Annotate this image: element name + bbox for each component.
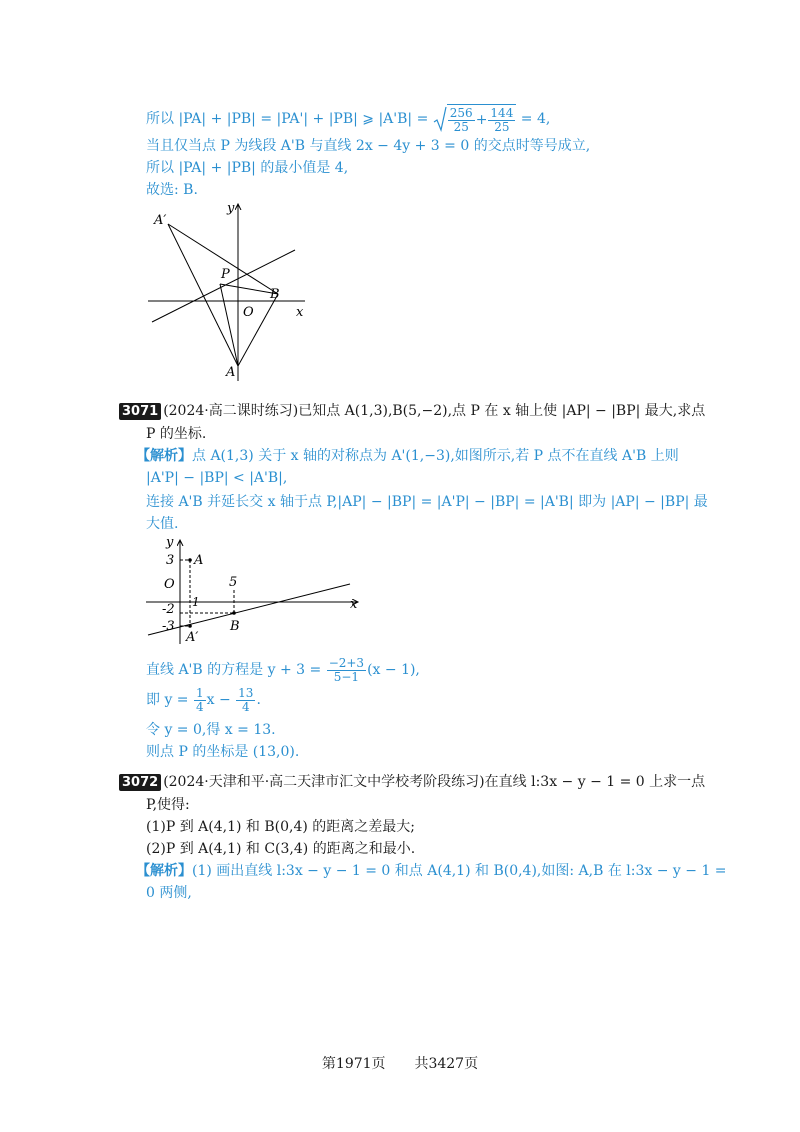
frac1-num: 256 bbox=[449, 105, 473, 120]
eq2-post: . bbox=[256, 692, 261, 708]
q3071-text1: (2024·高二课时练习)已知点 A(1,3),B(5,−2),点 P 在 x 轴上使 |AP| − |BP| 最大,求点 bbox=[163, 403, 706, 419]
sol1-line1-text: 所以 |PA| + |PB| = |PA'| + |PB| ⩾ |A'B| = bbox=[146, 111, 433, 127]
segment-A-prime-B bbox=[168, 224, 278, 294]
frac2-den: 25 bbox=[494, 119, 510, 134]
q3071-analysis-line2: |A'P| − |BP| < |A'B|, bbox=[146, 470, 288, 486]
eq2-num2: 13 bbox=[238, 685, 254, 700]
fig1-label-b: B bbox=[270, 287, 280, 302]
sol1-line2: 当且仅当点 P 为线段 A'B 与直线 2x − 4y + 3 = 0 的交点时等号成立, bbox=[146, 138, 591, 154]
q3071-eq1 bbox=[146, 656, 420, 684]
fig1-label-y: y bbox=[227, 201, 235, 216]
eq1-num: −2+3 bbox=[328, 655, 365, 670]
q3072-analysis-text1: (1) 画出直线 l:3x − y − 1 = 0 和点 A(4,1) 和 B(0,4),如图: A,B 在 l:3x − y − 1 = bbox=[192, 863, 727, 879]
page-number: 第1971页 bbox=[321, 1056, 386, 1072]
q3072-text1: (2024·天津和平·高二天津市汇文中学校考阶段练习)在直线 l:3x − y − 1 = 0 上求一点 bbox=[163, 774, 706, 790]
q3072-line4: (2)P 到 A(4,1) 和 C(3,4) 的距离之和最小. bbox=[146, 841, 416, 857]
segment-A-prime-A bbox=[168, 224, 238, 366]
eq2-pre: 即 y = bbox=[146, 692, 193, 708]
q3071-eq3: 令 y = 0,得 x = 13. bbox=[146, 722, 276, 738]
analysis-tag: 【解析】 bbox=[136, 448, 192, 464]
fig2-label-a: A bbox=[194, 553, 204, 568]
question-number-badge: 3072 bbox=[119, 774, 161, 791]
fig2-label-b: B bbox=[230, 619, 240, 634]
page-footer bbox=[0, 1053, 800, 1073]
sol1-line1-tail: = 4, bbox=[516, 111, 551, 127]
fig1-label-o: O bbox=[243, 305, 254, 320]
q3071-analysis-line4: 大值. bbox=[146, 516, 179, 532]
figure-2 bbox=[144, 534, 374, 649]
q3071-line2: P 的坐标. bbox=[146, 426, 207, 442]
fig1-label-p: P bbox=[221, 267, 230, 282]
fig2-point-b bbox=[232, 611, 236, 615]
fig1-label-a: A bbox=[226, 365, 236, 380]
eq2-den2: 4 bbox=[241, 699, 250, 714]
sol1-line4: 故选: B. bbox=[146, 182, 198, 198]
fig2-label-a-prime: A′ bbox=[186, 630, 199, 645]
eq1-post: (x − 1), bbox=[367, 662, 420, 678]
fig2-label-five: 5 bbox=[229, 575, 238, 590]
sol1-line1 bbox=[146, 104, 550, 132]
frac2-num: 144 bbox=[490, 105, 514, 120]
question-number-badge: 3071 bbox=[119, 403, 161, 420]
line-l bbox=[152, 250, 295, 322]
q3071-analysis-line3: 连接 A'B 并延长交 x 轴于点 P,|AP| − |BP| = |A'P| − |BP| = |A'B| 即为 |AP| − |BP| 最 bbox=[146, 494, 708, 510]
figure-1 bbox=[140, 196, 310, 386]
q3071-eq4: 则点 P 的坐标是 (13,0). bbox=[146, 744, 300, 760]
segment-P-A bbox=[220, 284, 238, 366]
fig2-label-neg3: -3 bbox=[162, 619, 175, 634]
analysis-tag: 【解析】 bbox=[136, 863, 192, 879]
eq1-pre: 直线 A'B 的方程是 y + 3 = bbox=[146, 662, 326, 678]
q3071-analysis-text1: 点 A(1,3) 关于 x 轴的对称点为 A'(1,−3),如图所示,若 P 点不在直线 A'B 上则 bbox=[192, 448, 679, 464]
sol1-line3: 所以 |PA| + |PB| 的最小值是 4, bbox=[146, 160, 349, 176]
eq2-mid: x − bbox=[206, 692, 236, 708]
fig2-label-three: 3 bbox=[166, 553, 175, 568]
fig2-point-a-prime bbox=[188, 624, 192, 628]
q3071-analysis-line1 bbox=[136, 446, 679, 466]
frac1-den: 25 bbox=[453, 119, 469, 134]
fig1-label-x: x bbox=[296, 305, 304, 320]
q3071-eq2 bbox=[146, 686, 261, 714]
eq1-den: 5−1 bbox=[333, 669, 360, 684]
q3072-line2: P,使得: bbox=[146, 797, 190, 813]
fig2-label-y: y bbox=[166, 535, 174, 550]
q3071-line1 bbox=[119, 401, 705, 421]
eq2-den1: 4 bbox=[196, 699, 204, 714]
q3072-analysis-line2: 0 两侧, bbox=[146, 885, 192, 901]
eq2-num1: 1 bbox=[196, 685, 204, 700]
q3072-analysis-line1 bbox=[136, 861, 727, 881]
fig2-label-one: 1 bbox=[192, 595, 200, 609]
fig1-label-a-prime: A′ bbox=[154, 213, 167, 228]
q3072-line3: (1)P 到 A(4,1) 和 B(0,4) 的距离之差最大; bbox=[146, 819, 415, 835]
fig2-label-x: x bbox=[350, 597, 358, 612]
sqrt-icon bbox=[433, 106, 447, 132]
q3072-line1 bbox=[119, 772, 705, 792]
total-pages: 共3427页 bbox=[414, 1056, 479, 1072]
fig2-point-a bbox=[188, 558, 192, 562]
fig2-label-neg2: -2 bbox=[162, 602, 175, 617]
sqrt-expression bbox=[433, 104, 517, 134]
fig2-label-o: O bbox=[164, 577, 175, 592]
plus-sign: + bbox=[475, 112, 488, 128]
fig2-line-a-prime-b bbox=[148, 584, 350, 635]
